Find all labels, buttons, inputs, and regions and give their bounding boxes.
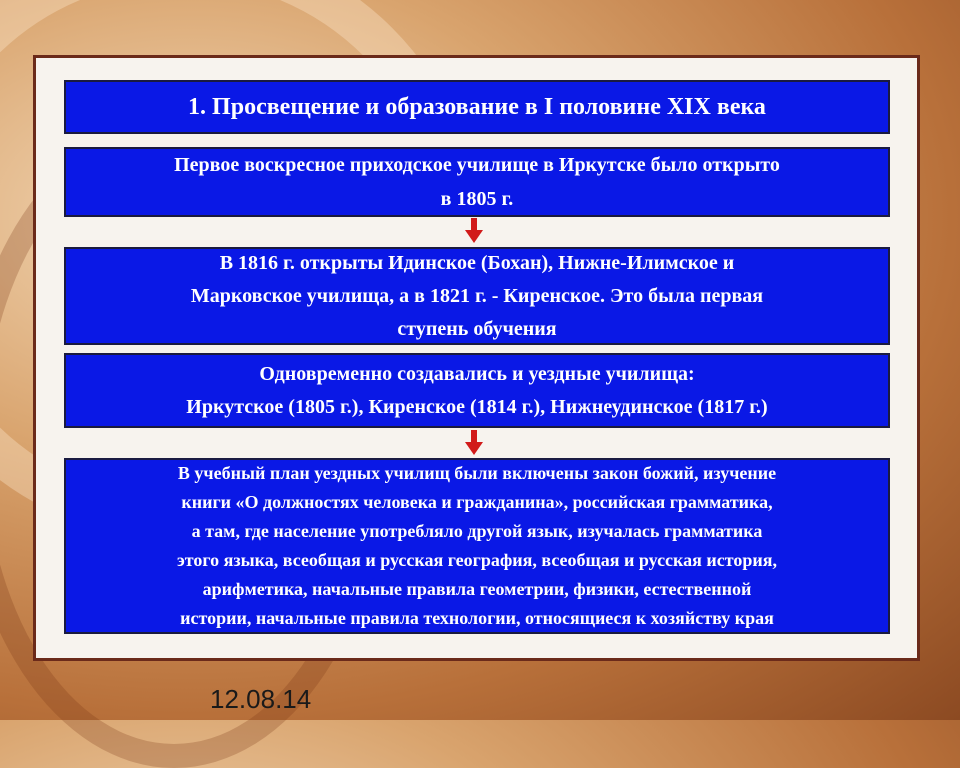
text-block-2-text: В 1816 г. открыты Идинское (Бохан), Нижне-Илимское и Марковское училища, а в 1821 г. - Киренское. Это была первая ступень обучения (190, 251, 764, 340)
text-block-3-text: Одновременно создавались и уездные училища: Иркутское (1805 г.), Киренское (1814 г.), Нижнеудинское (1817 г.) (186, 362, 768, 418)
text-block-1 (64, 147, 890, 217)
text-block-4 (64, 458, 890, 634)
slide-title (64, 80, 890, 134)
text-block-3 (64, 353, 890, 428)
slide-date: 12.08.14 (210, 684, 312, 714)
text-block-2 (64, 247, 890, 345)
slide-title-text: 1. Просвещение и образование в I половине XIX века (188, 93, 766, 120)
text-block-4-text: В учебный план уездных училищ были включены закон божий, изучение книги «О должностях человека и гражданина», российская грамматика, а там, где население употребляло другой язык, изучалась грамматика этого языка, всеобщая и русская география, всеобщая и русская история, арифметика, начальные правила геометрии, физики, естественной истории, начальные правила технологии, относящиеся к хозяйству края (177, 463, 777, 628)
text-block-1-text: Первое воскресное приходское училище в Иркутске было открыто в 1805 г. (174, 154, 780, 210)
